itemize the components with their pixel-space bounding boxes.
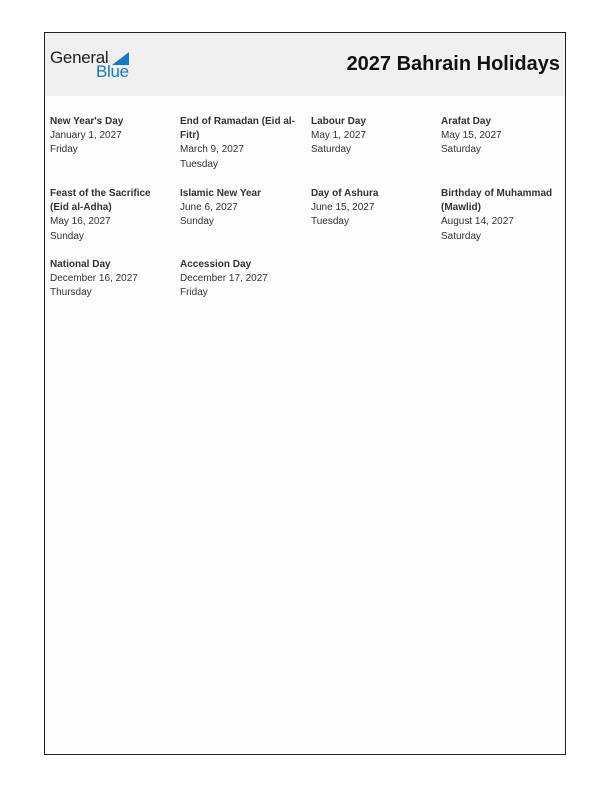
holiday-weekday: Saturday [311,144,352,156]
holiday-name: Accession Day [180,259,252,270]
logo-general-text: General [50,48,109,67]
holiday-date: May 15, 2027 [441,130,502,142]
holiday-weekday: Friday [50,144,78,156]
holiday-name: Islamic New Year [180,188,261,199]
holiday-date: June 6, 2027 [180,202,238,214]
holiday-entry [441,115,563,158]
holiday-name: End of Ramadan (Eid al-Fitr) [180,116,296,142]
holiday-weekday: Saturday [441,144,482,156]
holiday-weekday: Tuesday [180,158,218,170]
holiday-date: December 17, 2027 [180,273,268,285]
page-title: 2027 Bahrain Holidays [346,53,560,75]
holiday-date: June 15, 2027 [311,202,375,214]
holiday-entry [50,115,172,158]
holiday-weekday: Sunday [50,230,84,242]
holiday-name: Labour Day [311,116,367,127]
holiday-weekday: Sunday [180,216,214,228]
holiday-weekday: Friday [180,287,208,299]
holiday-date: May 1, 2027 [311,130,367,142]
holiday-date: May 16, 2027 [50,216,111,228]
holiday-entry [180,187,302,230]
holiday-entry [311,187,433,230]
holiday-name: Arafat Day [441,116,492,127]
holiday-entry [50,258,172,301]
header-band [45,33,565,96]
holiday-entry [311,115,433,158]
generalblue-logo [50,48,140,84]
holiday-entry [180,258,302,301]
holiday-weekday: Tuesday [311,216,349,228]
holiday-date: December 16, 2027 [50,273,138,285]
holiday-weekday: Thursday [50,287,92,299]
logo-blue-text: Blue [96,62,129,81]
holiday-name: Birthday of Muhammad (Mawlid) [441,188,553,214]
holiday-entry [441,187,563,244]
holiday-name: New Year's Day [50,116,124,127]
holiday-entry [180,115,302,172]
holiday-date: March 9, 2027 [180,144,244,156]
holiday-name: National Day [50,259,111,270]
holiday-weekday: Saturday [441,230,482,242]
holiday-date: January 1, 2027 [50,130,122,142]
holiday-date: August 14, 2027 [441,216,514,228]
page-frame [44,32,566,755]
holiday-entry [50,187,172,244]
holiday-name: Day of Ashura [311,188,379,199]
holiday-name: Feast of the Sacrifice (Eid al-Adha) [50,188,151,214]
